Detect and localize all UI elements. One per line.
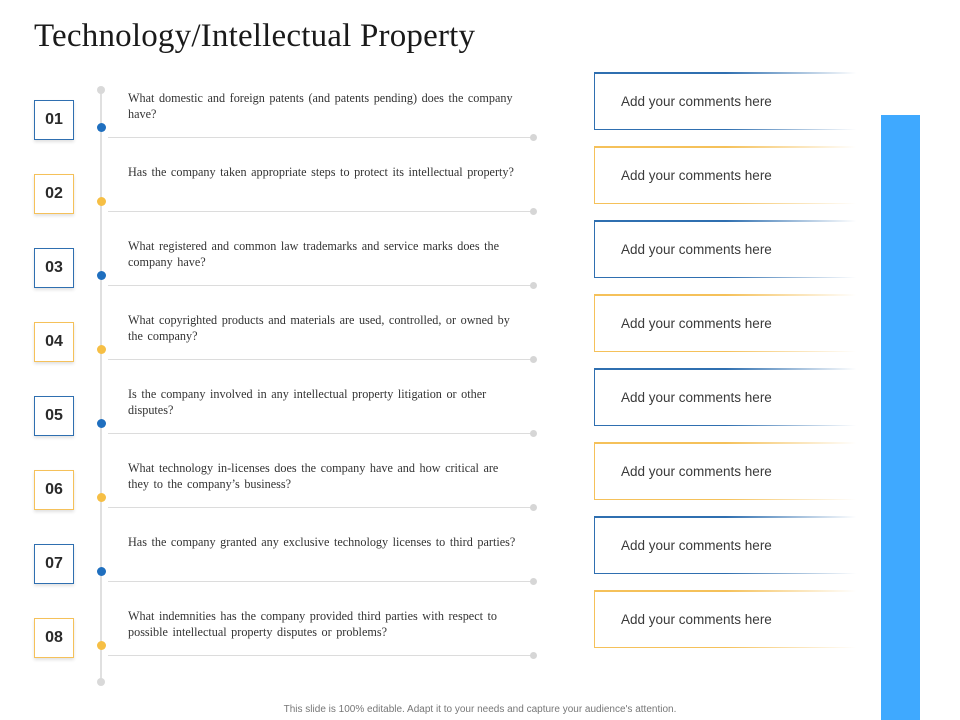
question-underline [108, 211, 534, 212]
underline-end-dot [530, 652, 537, 659]
question-text: Has the company granted any exclusive technology licenses to third parties? [128, 535, 516, 549]
row-number-badge: 05 [34, 396, 74, 436]
underline-end-dot [530, 134, 537, 141]
question-underline [108, 285, 534, 286]
underline-end-dot [530, 578, 537, 585]
question-row [0, 609, 960, 692]
row-number-badge: 03 [34, 248, 74, 288]
row-number-badge: 08 [34, 618, 74, 658]
question-underline [108, 359, 534, 360]
row-number-badge: 06 [34, 470, 74, 510]
underline-end-dot [530, 430, 537, 437]
question-text: What registered and common law trademarks and service marks does the company have? [128, 239, 500, 269]
footer-note: This slide is 100% editable. Adapt it to your needs and capture your audience's attention. [283, 704, 677, 715]
underline-end-dot [530, 356, 537, 363]
timeline-dot [97, 641, 106, 650]
comment-box[interactable]: Add your comments here [594, 220, 856, 278]
underline-end-dot [530, 208, 537, 215]
question-text: What copyrighted products and materials are used, controlled, or owned by the company? [128, 313, 510, 343]
row-number-badge: 02 [34, 174, 74, 214]
underline-end-dot [530, 282, 537, 289]
timeline-dot [97, 567, 106, 576]
timeline-dot [97, 493, 106, 502]
timeline-dot [97, 123, 106, 132]
timeline-dot [97, 419, 106, 428]
row-number-badge: 07 [34, 544, 74, 584]
comment-box[interactable]: Add your comments here [594, 294, 856, 352]
timeline-dot [97, 345, 106, 354]
comment-box[interactable]: Add your comments here [594, 368, 856, 426]
comment-box[interactable]: Add your comments here [594, 442, 856, 500]
page-title: Technology/Intellectual Property [34, 18, 476, 54]
accent-bar [881, 115, 920, 720]
timeline-start-dot [97, 86, 105, 94]
question-underline [108, 581, 534, 582]
question-text: What indemnities has the company provided third parties with respect to possible intellectual property disputes or problems? [128, 609, 498, 639]
question-text: What technology in-licenses does the company have and how critical are they to the company’s business? [128, 461, 499, 491]
question-underline [108, 655, 534, 656]
comment-box[interactable]: Add your comments here [594, 146, 856, 204]
timeline-dot [97, 197, 106, 206]
question-text: Has the company taken appropriate steps to protect its intellectual property? [128, 165, 514, 179]
comment-box[interactable]: Add your comments here [594, 72, 856, 130]
question-underline [108, 433, 534, 434]
question-text: Is the company involved in any intellectual property litigation or other disputes? [128, 387, 487, 417]
row-number-badge: 04 [34, 322, 74, 362]
timeline-dot [97, 271, 106, 280]
row-number-badge: 01 [34, 100, 74, 140]
underline-end-dot [530, 504, 537, 511]
comment-box[interactable]: Add your comments here [594, 516, 856, 574]
question-underline [108, 507, 534, 508]
question-text: What domestic and foreign patents (and patents pending) does the company have? [128, 91, 513, 121]
comment-box[interactable]: Add your comments here [594, 590, 856, 648]
question-underline [108, 137, 534, 138]
